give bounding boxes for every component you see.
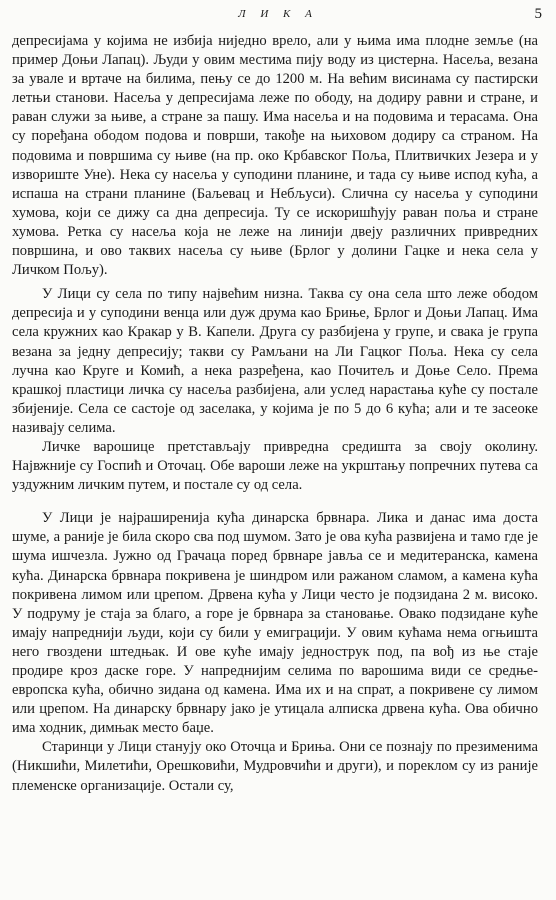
page-number: 5 bbox=[534, 6, 542, 22]
paragraph-4: У Лици је најраширенија кућа динарска брвнара. Лика и данас има доста шуме, а раније је била скоро сва под шумом. Зато је ова кућа развијена и тамо где је шума ишчезла. Јужно од Грачаца поред брвнаре јавља се и медитеранска, камена кућа. Динарска брвнара покривена је шиндром или ражаном сламом, а камена кућа покривена лимом или црепом. Дрвена кућа у Лици често је подзидана 2 м. високо. У подруму је стаја за благо, а горе је брвнара за становање. Овако подзидане куће имају напреднији људи, који су били у емиграцији. У овим кућама нема огњишта него гвоздени штедњак. И ове куће имају једнострук под, па вођ из ње стаје продире кроз даске горе. У напреднијим селима по варошима види се средње-европска кућа, обично зидана од камена. Има их и на спрат, а покривене су лимом или црепом. На динарску брвнару јако је утицала алписка дрвена кућа. Ова обично има ходник, димњак место баџе. bbox=[12, 510, 538, 737]
body-text bbox=[12, 32, 538, 796]
running-title: Л И К А bbox=[238, 8, 318, 20]
paragraph-5: Старинци у Лици станују око Оточца и Бриња. Они се познају по презименима (Никшићи, Милетићи, Орешковићи, Мудровчићи и други), и пореклом су из раније племенске организације. Остали су, bbox=[12, 739, 538, 794]
running-head bbox=[0, 6, 556, 26]
paragraph-1: депресијама у којима не избија ниједно врело, али у њима има плодне земље (на пример Доњи Лапац). Људи у овим местима пију воду из цистерна. Насеља, везана за увале и вртаче на билима, пењу се до 1200 м. На већим висинама су пастирски летњи станови. Насеља у депресијама леже по ободу, на додиру равни и стране, и раван служи за њиве, а стране за пашу. Има насеља и на подовима и терасама. Она су поређана ободом подова и површи, такође на њиховом додиру са страном. На подовима и површима су њиве (на пр. око Крбавског Поља, Плитвичких Језера и у извориште Уне). Нека су насеља у суподини планине, и тада су њиве испод кућа, а испаша на страни планине (Баљевац и Небљуси). Слична су насеља у суподини хумова, који се дижу са дна депресија. Ту се искоришћују раван поља и стране хумова. Ретка су насеља која не леже на линији двеју различних привредних површина, и ово таквих насеља су њиве (Брлог у долини Гацке и нека села у Личком Пољу). bbox=[12, 33, 538, 279]
paragraph-3: Личке варошице претстављају привредна средишта за своју околину. Највжније су Госпић и Оточац. Обе вароши леже на укрштању попречних путева са уздужним личким путем, и постале су од села. bbox=[12, 438, 538, 494]
paragraph-2: У Лици су села по типу највећим низна. Таква су она села што леже ободом депресија и у суподини венца или дуж друма као Бриње, Брлог и Доњи Лапац. Има села кружних као Кракар у В. Капели. Друга су разбијена у групе, и свака је група везана за једну депресију; такви су Рамљани на Ли Гацког Поља. Нека су села лучна као Круге и Комић, а нека разређена, као Почитељ и Доње Село. Према крашкој пластици личка су насеља разбијена, али услед нарастања куће су постале збијеније. Села се састоје од заселака, у којима је по 5 до 6 кућа; али и те засеоке називају селима. bbox=[12, 286, 538, 436]
